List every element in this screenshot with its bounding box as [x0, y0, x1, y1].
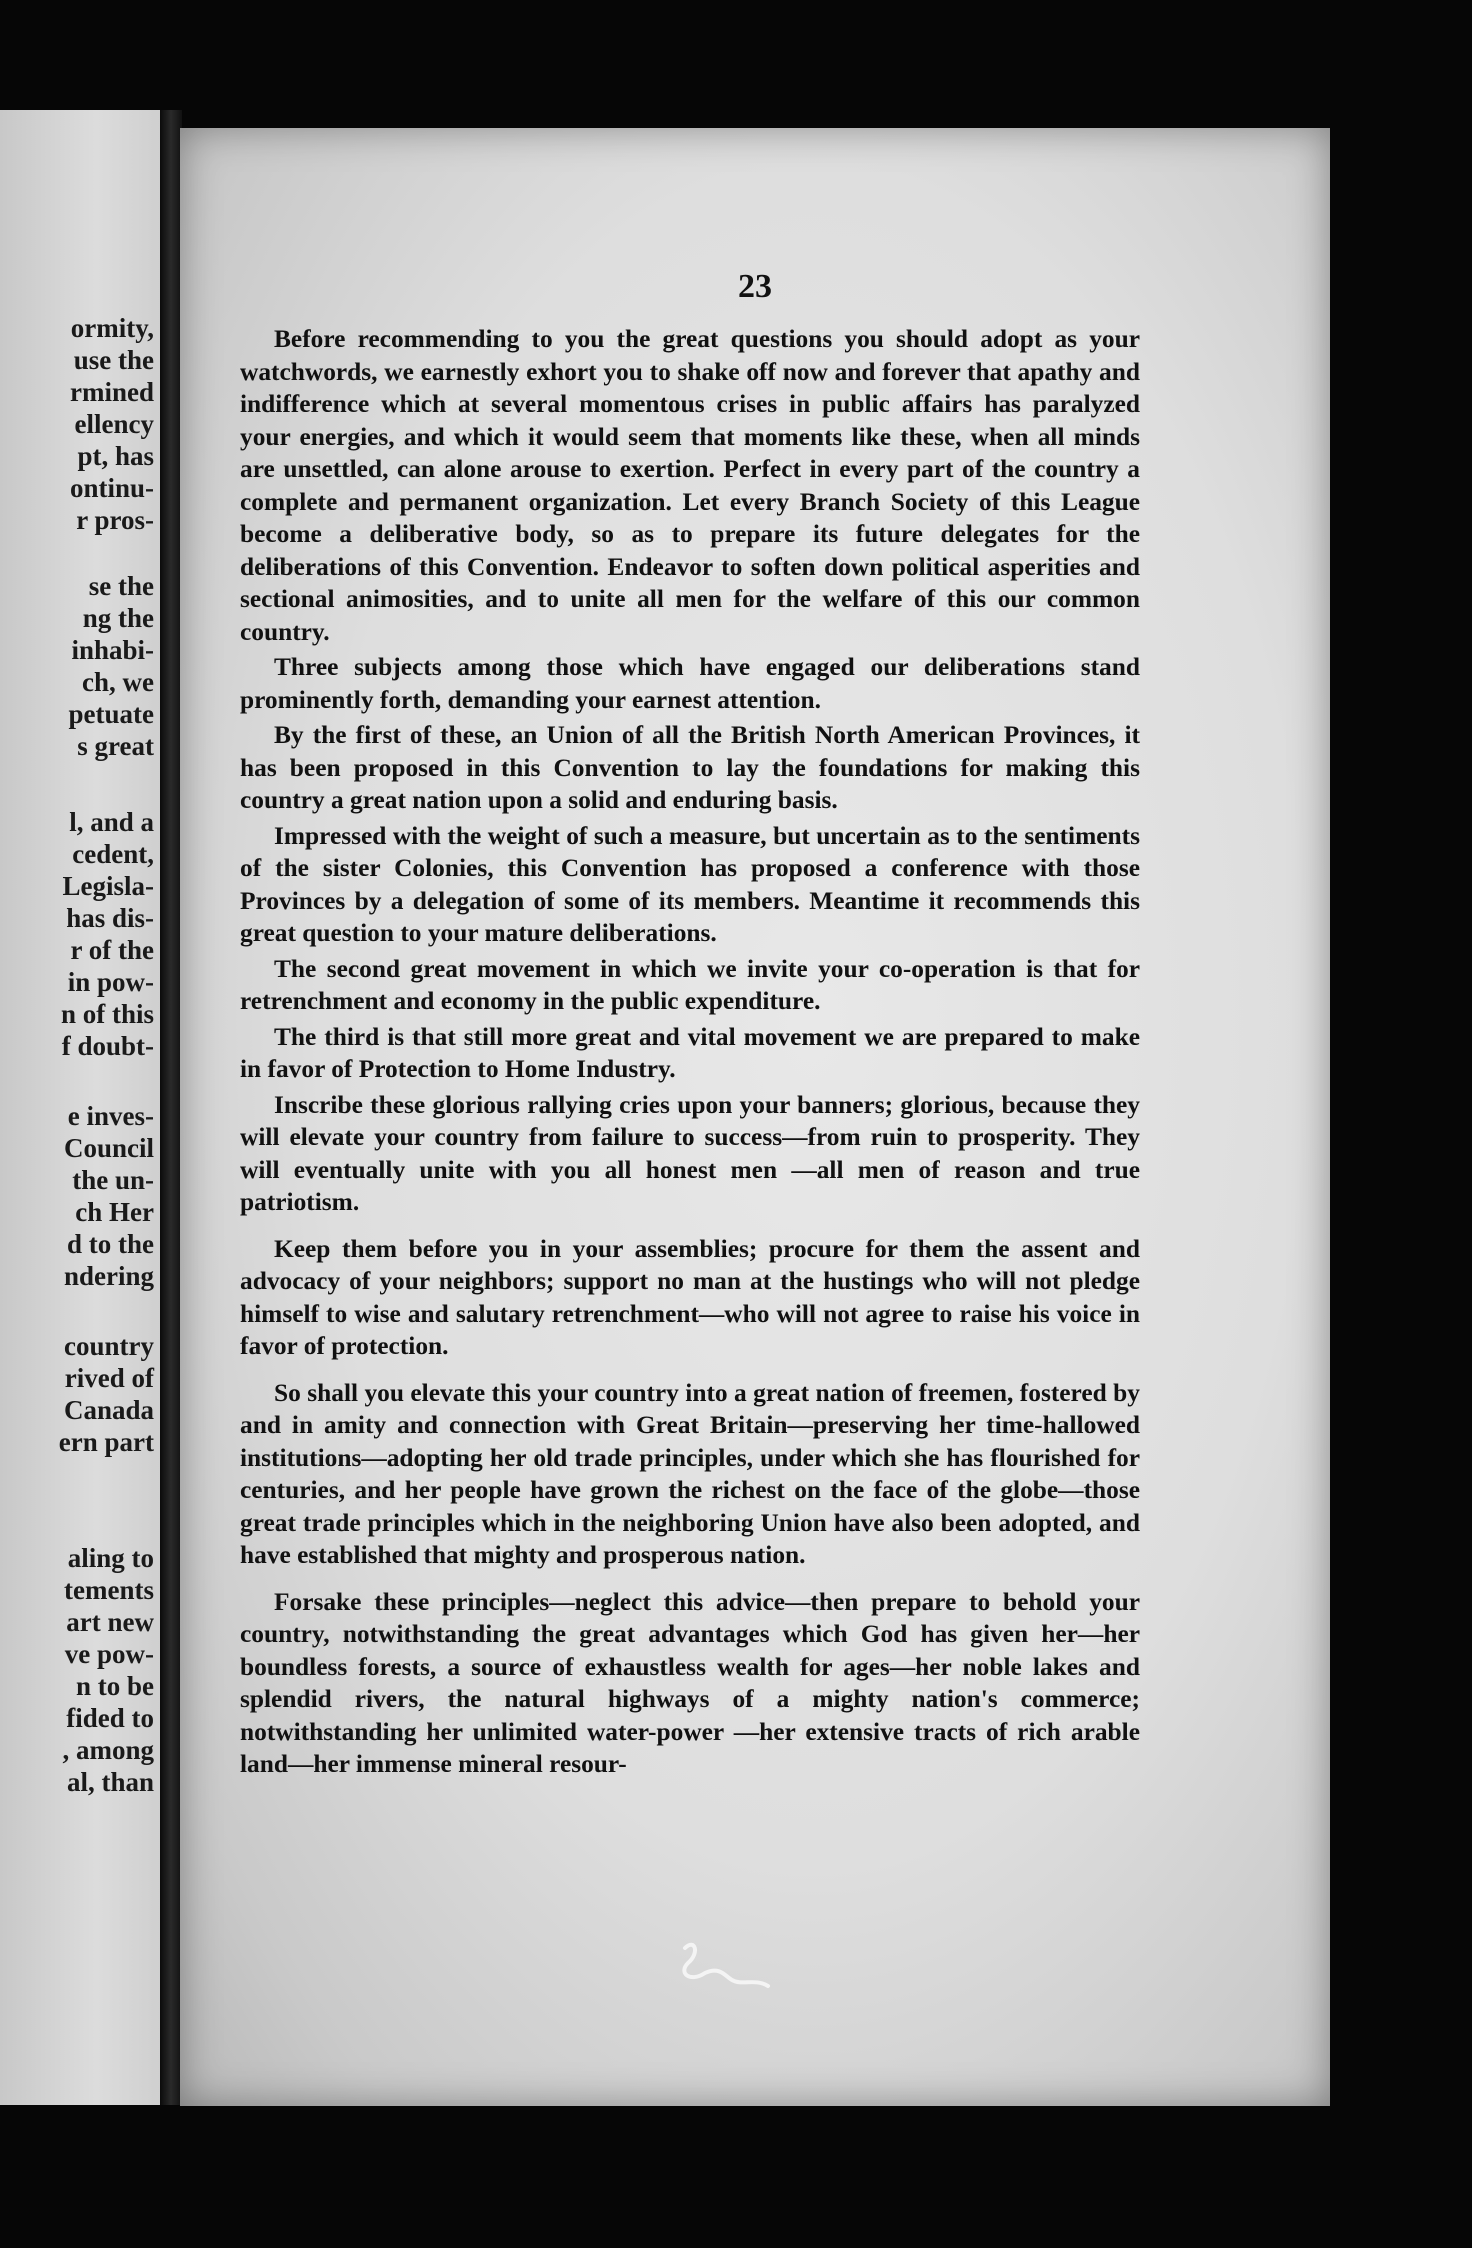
left-page-fragment	[0, 110, 160, 2105]
body-text	[240, 323, 1140, 1784]
left-page-text-fragment: se the	[88, 571, 154, 601]
paragraph: Impressed with the weight of such a measure, but uncertain as to the sentiments of the sister Colonies, this Convention has proposed a conference with those Provinces by a delegation of some of its members. Meantime it recommends this great question to your mature deliberations.	[240, 821, 1140, 947]
paragraph: Keep them before you in your assemblies; procure for them the assent and advocacy of your neighbors; support no man at the hustings who will not pledge himself to wise and salutary retrenchment—who will not agree to raise his voice in favor of protection.	[240, 1234, 1140, 1360]
left-page-text-fragment: Council	[63, 1133, 154, 1163]
left-page-text-fragment: petuate	[68, 699, 154, 729]
left-page-text-fragment: n to be	[75, 1671, 154, 1701]
left-page-text-fragment: Legisla-	[62, 871, 154, 901]
left-page-text-fragment: d to the	[67, 1229, 154, 1259]
paragraph: The third is that still more great and vital movement we are prepared to make in favor of Protection to Home Industry.	[240, 1022, 1140, 1083]
paragraph: So shall you elevate this your country into a great nation of freemen, fostered by and in amity and connection with Great Britain—preserving her time-hallowed institutions—adopting her old trade principles, under which she has flourished for centuries, and her people have grown the richest on the face of the globe—those great trade principles which in the neighboring Union have also been adopted, and have established that mighty and prosperous nation.	[240, 1378, 1140, 1569]
left-page-text-fragment: country	[64, 1331, 154, 1361]
left-page-text-fragment: has dis-	[66, 903, 154, 933]
paragraph: The second great movement in which we invite your co-operation is that for retrenchment and economy in the public expenditure.	[240, 954, 1140, 1015]
left-page-text-fragment: ch, we	[82, 667, 154, 697]
left-page-text-fragment: f doubt-	[61, 1031, 154, 1061]
left-page-text-fragment: cedent,	[72, 839, 154, 869]
left-page-text-fragment: rmined	[70, 377, 154, 407]
left-page-text-fragment: fided to	[66, 1703, 154, 1733]
left-page-text-fragment: aling to	[67, 1543, 154, 1573]
left-page-text-fragment: s great	[77, 731, 154, 761]
paragraph: Three subjects among those which have engaged our deliberations stand prominently forth, demanding your earnest attention.	[240, 653, 1140, 714]
left-page-text-fragment: , among	[62, 1735, 154, 1765]
left-page-text-fragment: ndering	[63, 1261, 154, 1291]
left-page-text-fragment: inhabi-	[71, 635, 154, 665]
page-number: 23	[738, 268, 772, 305]
left-page-text-fragment: tements	[64, 1575, 154, 1605]
left-page-text-fragment: rived of	[64, 1363, 154, 1393]
left-page-text-fragment: ontinu-	[69, 473, 154, 503]
left-page-text-fragment: r of the	[70, 935, 154, 965]
left-page-text-fragment: ng the	[82, 603, 154, 633]
handwritten-mark-icon	[670, 1938, 780, 1998]
left-page-text-fragment: ormity,	[70, 313, 154, 343]
left-page-text-fragment: n of this	[60, 999, 154, 1029]
paragraph: Forsake these principles—neglect this advice—then prepare to behold your country, notwithstanding the great advantages which God has given her—her boundless forests, a source of exhaustless wealth for ages—her noble lakes and splendid rivers, the natural highways of a mighty nation's commerce; notwithstanding her unlimited water-power —her extensive tracts of rich arable land—her immense mineral resour-	[240, 1587, 1140, 1778]
page-gutter	[160, 110, 182, 2105]
left-page-text-fragment: Canada	[63, 1395, 154, 1425]
paragraph: Before recommending to you the great questions you should adopt as your watchwords, we earnestly exhort you to shake off now and forever that apathy and indifference which at several momentous crises in public affairs has paralyzed your energies, and which it would seem that moments like these, when all minds are unsettled, can alone arouse to exertion. Perfect in every part of the country a complete and permanent organization. Let every Branch Society of this League become a deliberative body, so as to prepare its future delegates for the deliberations of this Convention. Endeavor to soften down political asperities and sectional animosities, and to unite all men for the welfare of this our common country.	[240, 325, 1140, 646]
paragraph: Inscribe these glorious rallying cries upon your banners; glorious, because they will elevate your country from failure to success—from ruin to prosperity. They will eventually unite with you all honest men —all men of reason and true patriotism.	[240, 1090, 1140, 1216]
left-page-text-fragment: al, than	[66, 1767, 154, 1797]
paragraph: By the first of these, an Union of all the British North American Provinces, it has been proposed in this Convention to lay the foundations for making this country a great nation upon a solid and enduring basis.	[240, 721, 1140, 814]
left-page-text-fragment: the un-	[72, 1165, 154, 1195]
left-page-text-fragment: ellency	[74, 409, 154, 439]
left-page-text-fragment: art new	[66, 1607, 154, 1637]
left-page-text-fragment: pt, has	[77, 441, 154, 471]
left-page-text-fragment: ch Her	[75, 1197, 154, 1227]
left-page-text-fragment: in pow-	[67, 967, 154, 997]
left-page-text-fragment: ve pow-	[64, 1639, 154, 1669]
right-page	[180, 128, 1330, 2106]
left-page-text-fragment: use the	[73, 345, 154, 375]
left-page-text-fragment: e inves-	[67, 1101, 154, 1131]
left-page-text-fragment: l, and a	[69, 807, 154, 837]
left-page-text-fragment: r pros-	[76, 505, 154, 535]
left-page-text-fragment: ern part	[58, 1427, 154, 1457]
